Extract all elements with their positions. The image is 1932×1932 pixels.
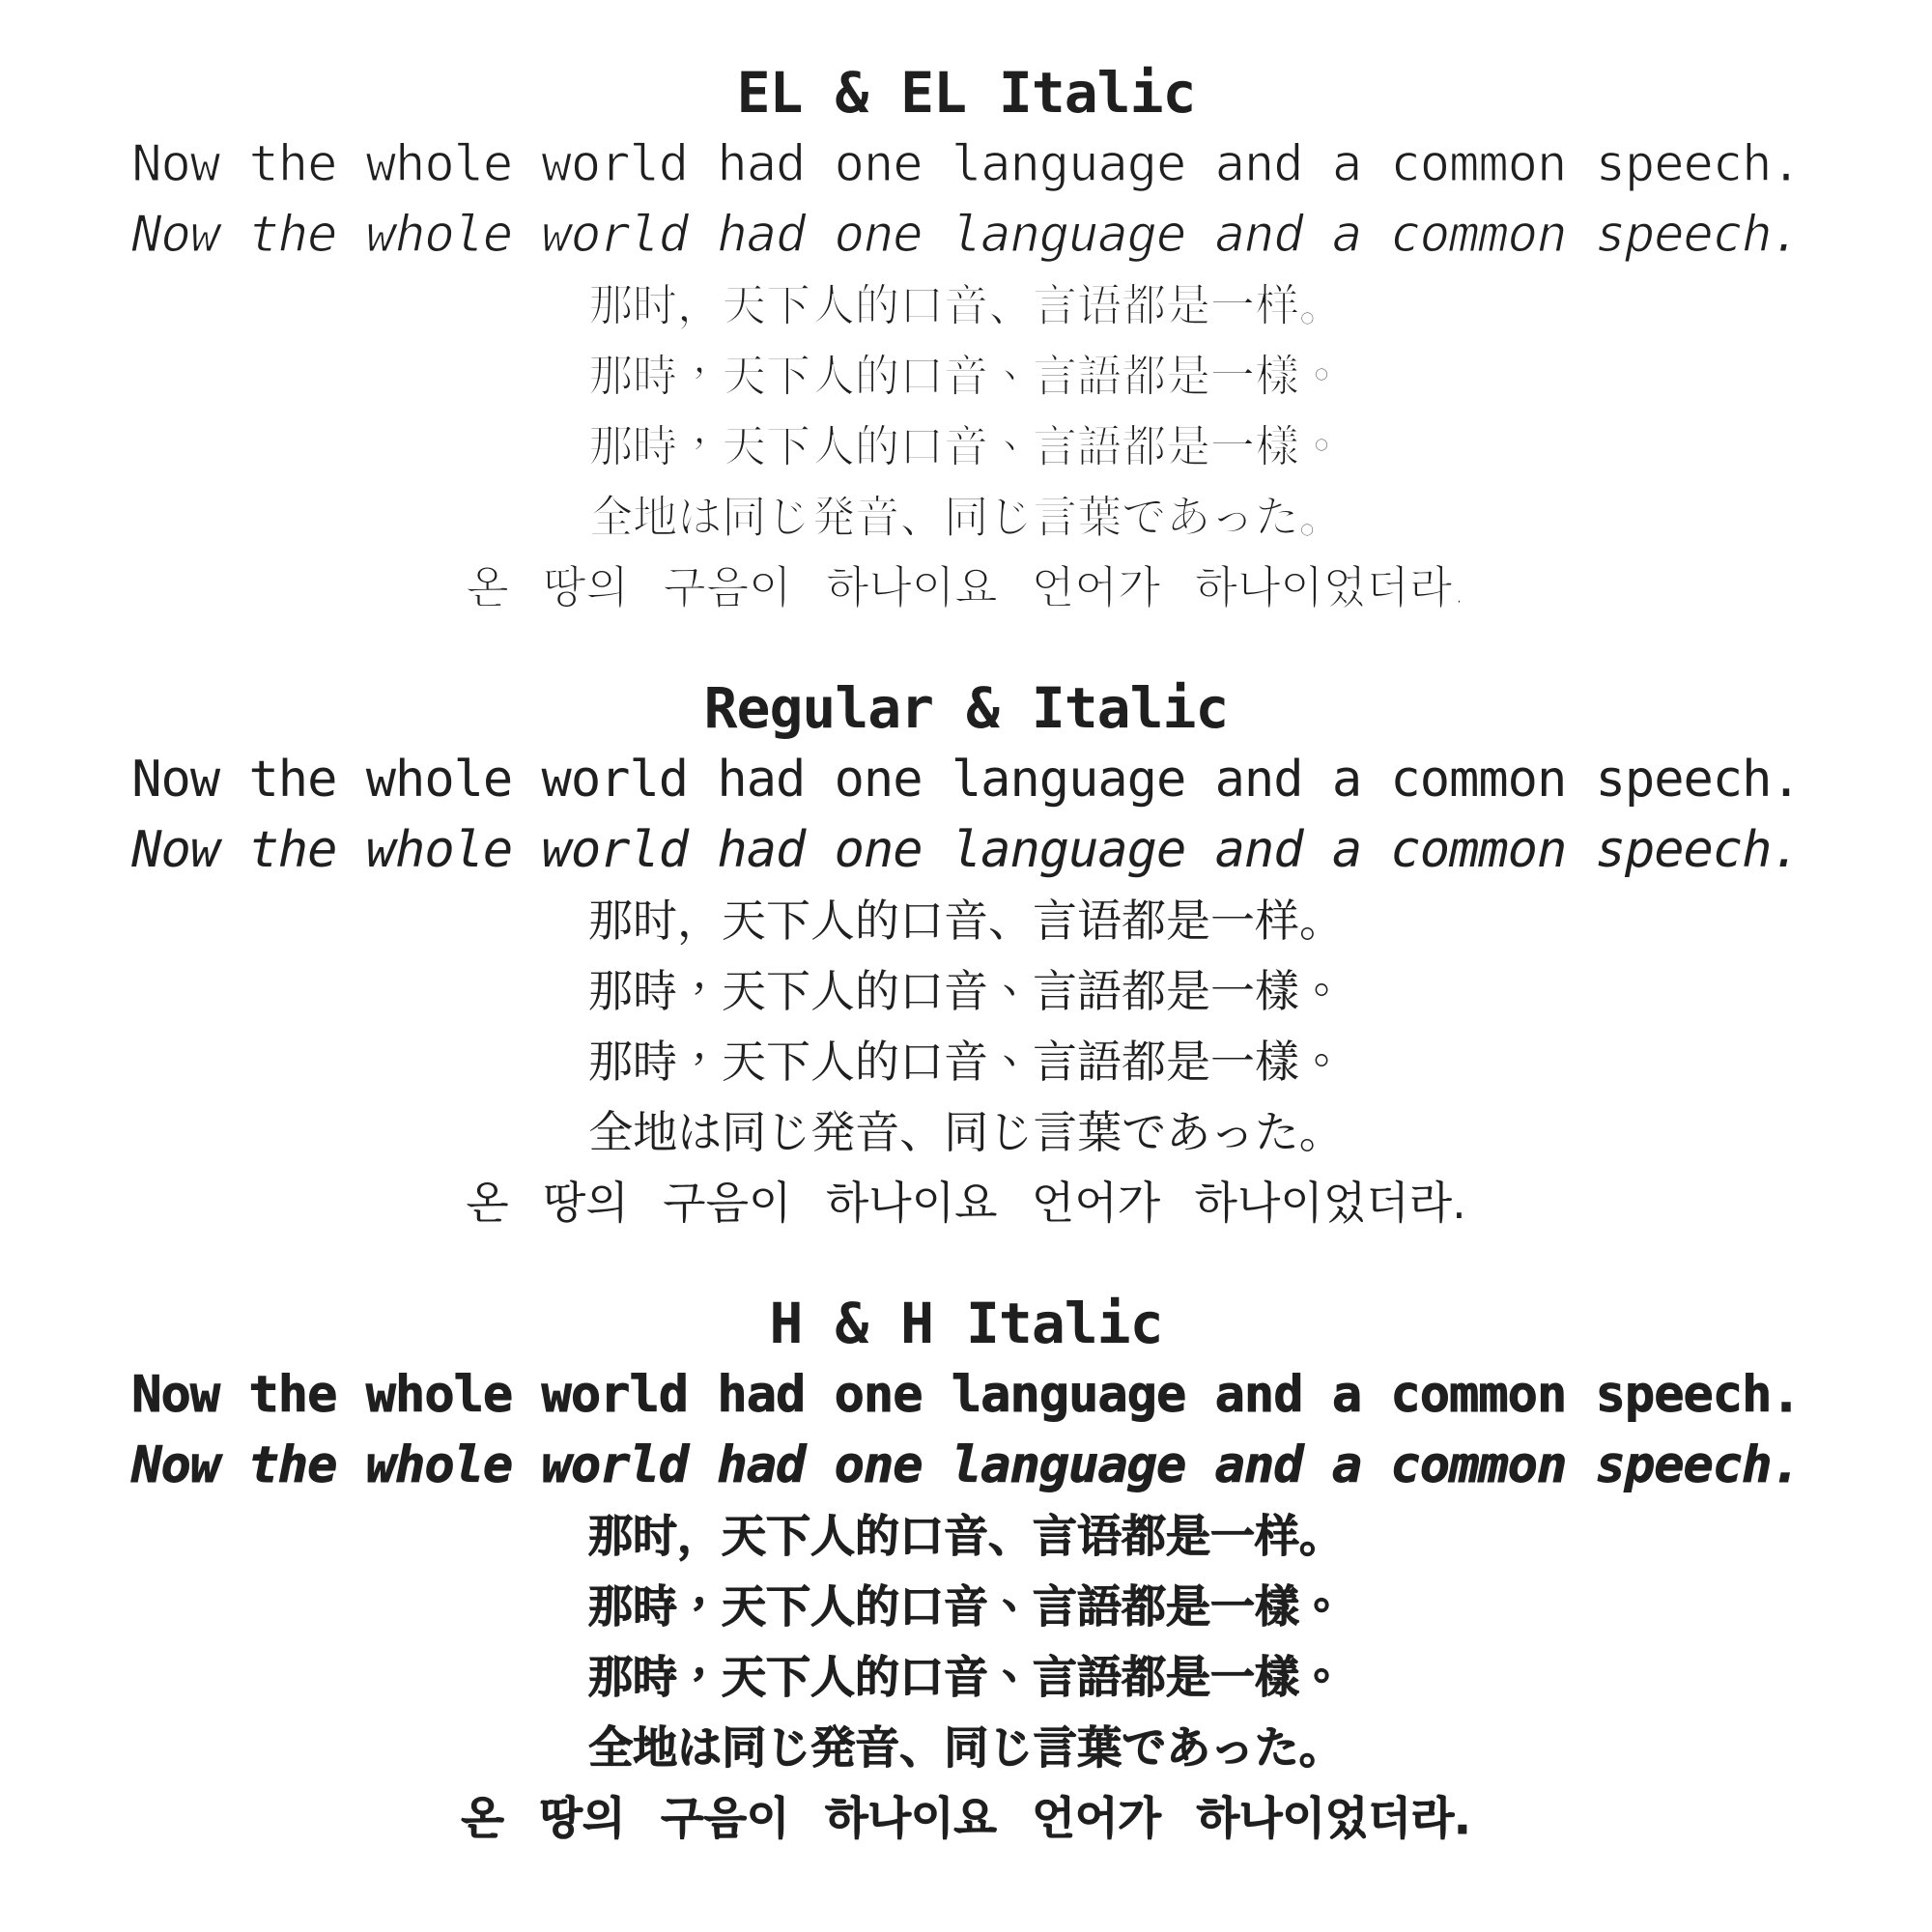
specimen-line-chinese-traditional-hk: 那時，天下人的口音、言語都是一樣。	[588, 1036, 1344, 1088]
specimen-line-latin: Now the whole world had one language and a common speech.	[131, 751, 1801, 809]
specimen-line-japanese: 全地は同じ発音、同じ言葉であった。	[588, 1721, 1344, 1774]
specimen-line-chinese-simplified: 那时，天下人的口音、言语都是一样。	[588, 1510, 1344, 1562]
specimen-line-japanese: 全地は同じ発音、同じ言葉であった。	[588, 1106, 1344, 1158]
specimen-line-latin-italic: Now the whole world had one language and a common speech.	[131, 206, 1801, 264]
specimen-line-japanese: 全地は同じ発音、同じ言葉であった。	[588, 491, 1344, 543]
specimen-line-chinese-traditional-hk: 那時，天下人的口音、言語都是一樣。	[588, 1651, 1344, 1703]
specimen-line-latin: Now the whole world had one language and a common speech.	[131, 135, 1801, 193]
specimen-line-chinese-simplified: 那时，天下人的口音、言语都是一样。	[588, 895, 1344, 947]
specimen-section-heavy	[0, 1287, 1932, 1854]
specimen-line-korean: 온 땅의 구음이 하나이요 언어가 하나이었더라.	[466, 561, 1466, 613]
section-title-heavy: H & H Italic	[769, 1291, 1163, 1356]
specimen-section-el	[0, 56, 1932, 623]
specimen-line-chinese-traditional: 那時，天下人的口音、言語都是一樣。	[588, 1580, 1344, 1633]
specimen-line-latin-italic: Now the whole world had one language and a common speech.	[131, 821, 1801, 879]
specimen-line-korean: 온 땅의 구음이 하나이요 언어가 하나이었더라.	[466, 1177, 1466, 1229]
specimen-section-regular	[0, 671, 1932, 1238]
specimen-line-chinese-simplified: 那时，天下人的口音、言语都是一样。	[588, 279, 1344, 331]
specimen-line-latin: Now the whole world had one language and a common speech.	[131, 1366, 1801, 1424]
section-title-el: EL & EL Italic	[736, 60, 1196, 126]
specimen-line-chinese-traditional: 那時，天下人的口音、言語都是一樣。	[588, 350, 1344, 402]
specimen-line-latin-italic: Now the whole world had one language and a common speech.	[131, 1436, 1801, 1494]
section-title-regular: Regular & Italic	[703, 675, 1229, 741]
specimen-line-chinese-traditional-hk: 那時，天下人的口音、言語都是一樣。	[588, 420, 1344, 472]
specimen-line-chinese-traditional: 那時，天下人的口音、言語都是一樣。	[588, 965, 1344, 1017]
specimen-line-korean: 온 땅의 구음이 하나이요 언어가 하나이었더라.	[461, 1792, 1471, 1844]
